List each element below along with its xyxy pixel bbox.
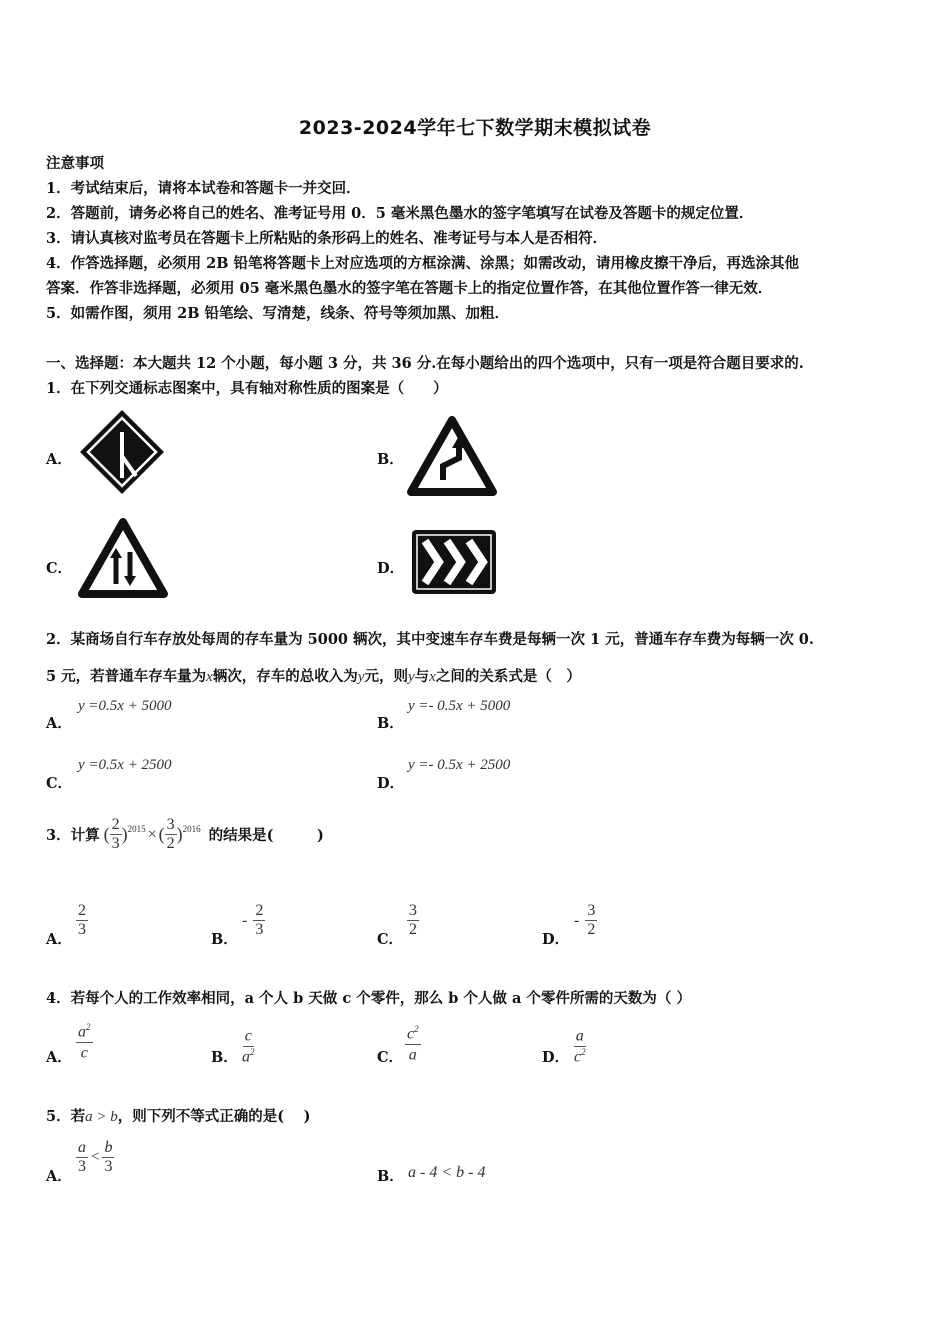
q5-option-b-label[interactable]: B． [377,1168,404,1185]
q4-option-b[interactable]: $\frac{c}{a^2}$ [242,1027,255,1066]
q1-option-c-label[interactable]: C． [46,560,73,577]
q1-option-a-label[interactable]: A． [46,451,72,468]
q2-stem-line2: 5 元，若普通车存车量为x辆次，存车的总收入为y元，则y与x之间的关系式是（ ） [46,668,581,685]
q3-option-c[interactable]: $\frac{3}{2}$ [409,902,417,939]
page-title: 2023-2024学年七下数学期末模拟试卷 [298,117,652,139]
q3-option-b[interactable]: - $\frac{2}{3}$ [242,902,264,939]
q3-option-a-label[interactable]: A． [46,931,72,948]
q1-option-b-label[interactable]: B． [377,451,404,468]
q2-option-d[interactable]: y =- 0.5x + 2500 [408,757,511,773]
notice-item: 5．如需作图，须用 2B 铅笔绘、写清楚，线条、符号等须加黑、加粗． [46,305,510,322]
q5-option-b[interactable]: a - 4 < b - 4 [408,1164,486,1181]
q2-option-c[interactable]: y =0.5x + 2500 [78,757,172,773]
q3-option-c-label[interactable]: C． [377,931,404,948]
chevron-direction-sign-icon[interactable] [409,527,499,597]
q2-option-b[interactable]: y =- 0.5x + 5000 [408,698,511,714]
q4-option-a-label[interactable]: A． [46,1049,72,1066]
q3-stem: 3．计算 ( $\frac{2}{3}$ ) 2015 × ( $\frac{3}{2}$ ) 2016 的结果是( ) [46,816,324,853]
notice-item: 3．请认真核对监考员在答题卡上所粘贴的条形码上的姓名、准考证号与本人是否相符． [46,230,608,247]
merge-lane-sign-icon[interactable] [78,408,166,496]
q2-option-c-label[interactable]: C． [46,775,73,792]
q4-option-c-label[interactable]: C． [377,1049,404,1066]
q5-option-a[interactable]: $\frac{a}{3}$ < $\frac{b}{3}$ [78,1139,113,1176]
q3-fraction-2: $\frac{3}{2}$ [166,816,175,853]
q4-option-a[interactable]: $\frac{a^2}{c}$ [78,1022,91,1062]
q2-option-a-label[interactable]: A． [46,715,72,732]
notice-item: 答案．作答非选择题，必须用 05 毫米黑色墨水的签字笔在答题卡上的指定位置作答，在其他位置作答一律无效． [46,280,773,297]
q5-stem: 5．若a > b，则下列不等式正确的是( ) [46,1108,311,1125]
q4-stem: 4．若每个人的工作效率相同，a 个人 b 天做 c 个零件，那么 b 个人做 a 个零件所需的天数为（ ） [46,990,691,1007]
notice-heading: 注意事项 [46,155,104,172]
q2-option-d-label[interactable]: D． [377,775,405,792]
q2-option-a[interactable]: y =0.5x + 5000 [78,698,172,714]
notice-item: 1．考试结束后，请将本试卷和答题卡一并交回． [46,180,361,197]
q2-option-b-label[interactable]: B． [377,715,404,732]
two-way-traffic-sign-icon[interactable] [78,518,168,598]
winding-road-sign-icon[interactable] [407,416,497,496]
q4-option-d[interactable]: $\frac{a}{c^2}$ [574,1027,586,1066]
q3-option-a[interactable]: $\frac{2}{3}$ [78,902,86,939]
q3-fraction-1: $\frac{2}{3}$ [111,816,120,853]
q5-option-a-label[interactable]: A． [46,1168,72,1185]
q2-stem-line1: 2．某商场自行车存放处每周的存车量为 5000 辆次，其中变速车存车费是每辆一次 1 元，普通车存车费为每辆一次 0. [46,631,814,648]
q3-option-d-label[interactable]: D． [542,931,570,948]
notice-item: 4．作答选择题，必须用 2B 铅笔将答题卡上对应选项的方框涂满、涂黑；如需改动，请用橡皮擦干净后，再选涂其他 [46,255,800,272]
q4-option-c[interactable]: $\frac{c^2}{a}$ [407,1024,419,1064]
notice-item: 2．答题前，请务必将自己的姓名、准考证号用 0．5 毫米黑色墨水的签字笔填写在试卷及答题卡的规定位置． [46,205,754,222]
q3-option-d[interactable]: - $\frac{3}{2}$ [574,902,596,939]
q4-option-d-label[interactable]: D． [542,1049,570,1066]
q3-option-b-label[interactable]: B． [211,931,238,948]
q1-stem: 1．在下列交通标志图案中，具有轴对称性质的图案是（ ） [46,380,448,397]
section-heading: 一、选择题：本大题共 12 个小题，每小题 3 分，共 36 分.在每小题给出的四个选项中，只有一项是符合题目要求的. [46,355,804,372]
q1-option-d-label[interactable]: D． [377,560,405,577]
q4-option-b-label[interactable]: B． [211,1049,238,1066]
